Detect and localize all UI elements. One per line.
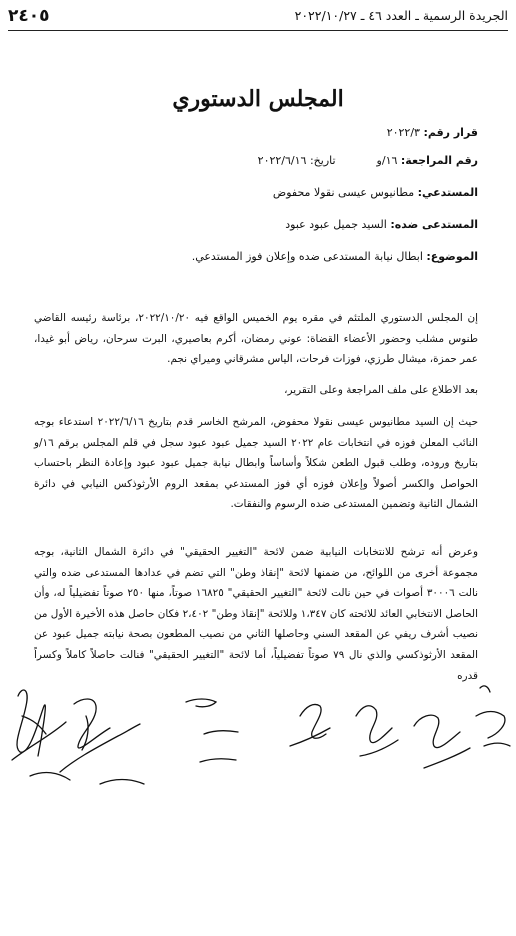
signature-7: [476, 686, 510, 746]
decision-number-line: [387, 126, 478, 139]
decision-label: قرار رقم:: [423, 126, 478, 139]
date-label: تاريخ:: [309, 154, 336, 167]
signature-3: [186, 699, 238, 762]
page-title: المجلس الدستوري: [172, 86, 344, 112]
signature-8: [30, 773, 144, 784]
header-rule: [8, 30, 508, 31]
paragraph-appeal: حيث إن السيد مطانيوس عيسى نقولا محفوض، المرشح الخاسر قدم بتاريخ ٢٠٢٢/٦/١٦ استدعاء بوجه النائب المعلن فوزه في انتخابات عام ٢٠٢٢ السيد جميل عبود عبود سجل في قلم المجلس برقم ١٦/و بتاريخ وروده، وطلب قبول الطعن شكلاً وأساساً وابطال نيابة جميل عبود عبود وإعادة النظر باحتساب الحواصل والكسر أصولاً وإعلان فوزه أي فوز المستدعي بمقعد الروم الأرثوذكس النيابي في دائرة الشمال الثانية وتضمين المستدعى ضده الرسوم والنفقات.: [34, 416, 478, 511]
signature-4: [290, 704, 330, 746]
paragraph-session: إن المجلس الدستوري الملتئم في مقره يوم الخميس الواقع فيه ٢٠٢٢/١٠/٢٠، برئاسة رئيسه القاضي طنوس مشلب وحضور الأعضاء القضاة: عوني رمضان، أكرم بعاصيري، البرت سرحان، رياض أبو غيدا، عمر حمزة، ميشال طرزي، فوزات فرحات، الياس مشرقاني وميراي نجم.: [34, 312, 478, 366]
respondent-line: [285, 218, 478, 231]
paragraph-review: بعد الاطلاع على ملف المراجعة وعلى التقرير،: [284, 384, 478, 396]
decision-value: ٢٠٢٢/٣: [386, 126, 420, 139]
subject-label: الموضوع:: [426, 250, 478, 263]
page-number: ٢٤٠٥: [8, 6, 50, 26]
judges-signatures: [0, 676, 516, 936]
reference-label: رقم المراجعة:: [400, 154, 478, 167]
signature-5: [356, 706, 398, 756]
subject-line: [192, 250, 478, 263]
signature-2: [60, 699, 140, 772]
appellant-label: المستدعي:: [417, 186, 478, 199]
date-value: ٢٠٢٢/٦/١٦: [257, 154, 307, 167]
signature-1: [12, 690, 66, 760]
appellant-line: [273, 186, 478, 199]
respondent-value: السيد جميل عبود عبود: [285, 218, 387, 231]
page-header: [8, 6, 508, 28]
appellant-value: مطانيوس عيسى نقولا محفوض: [272, 186, 415, 199]
reference-line: [258, 154, 478, 167]
signature-6: [414, 715, 470, 768]
respondent-label: المستدعى ضده:: [390, 218, 478, 231]
subject-value: ابطال نيابة المستدعى ضده وإعلان فوز المستدعي.: [191, 250, 423, 263]
paragraph-claim: وعرض أنه ترشح للانتخابات النيابية ضمن لائحة "التغيير الحقيقي" في دائرة الشمال الثانية، بوجه مجموعة أخرى من اللوائح، من ضمنها لائحة "إنقاذ وطن" التي تضم في عدادها المستدعى ضده والتي نالت ٣٠٠٠٦ أصوات في حين نالت لائحة "التغيير الحقيقي" ١٦٨٢٥ صوتاً، منها ٢٥٠ صوتاً تفضيلياً له، وأن الحاصل الانتخابي العائد للائحته كان ١،٣٤٧ وللائحة "إنقاذ وطن" ٢،٤٠٢ فكان حاصل هذه الأخيرة الأول من نصيب أشرف ريفي عن المقعد السني وحاصلها الثاني من نصيب المطعون بصحة نيابته جميل عبود عن المقعد الأرثوذكسي والذي نال ٧٩ صوتاً تفضيلياً، أما لائحة "التغيير الحقيقي" فنالت حاصلاً كاملاً وكسراً قدره: [34, 546, 479, 682]
reference-value: ١٦/و: [376, 154, 398, 167]
publication-info: الجريدة الرسمية ـ العدد ٤٦ ـ ٢٠٢٢/١٠/٢٧: [294, 8, 508, 23]
